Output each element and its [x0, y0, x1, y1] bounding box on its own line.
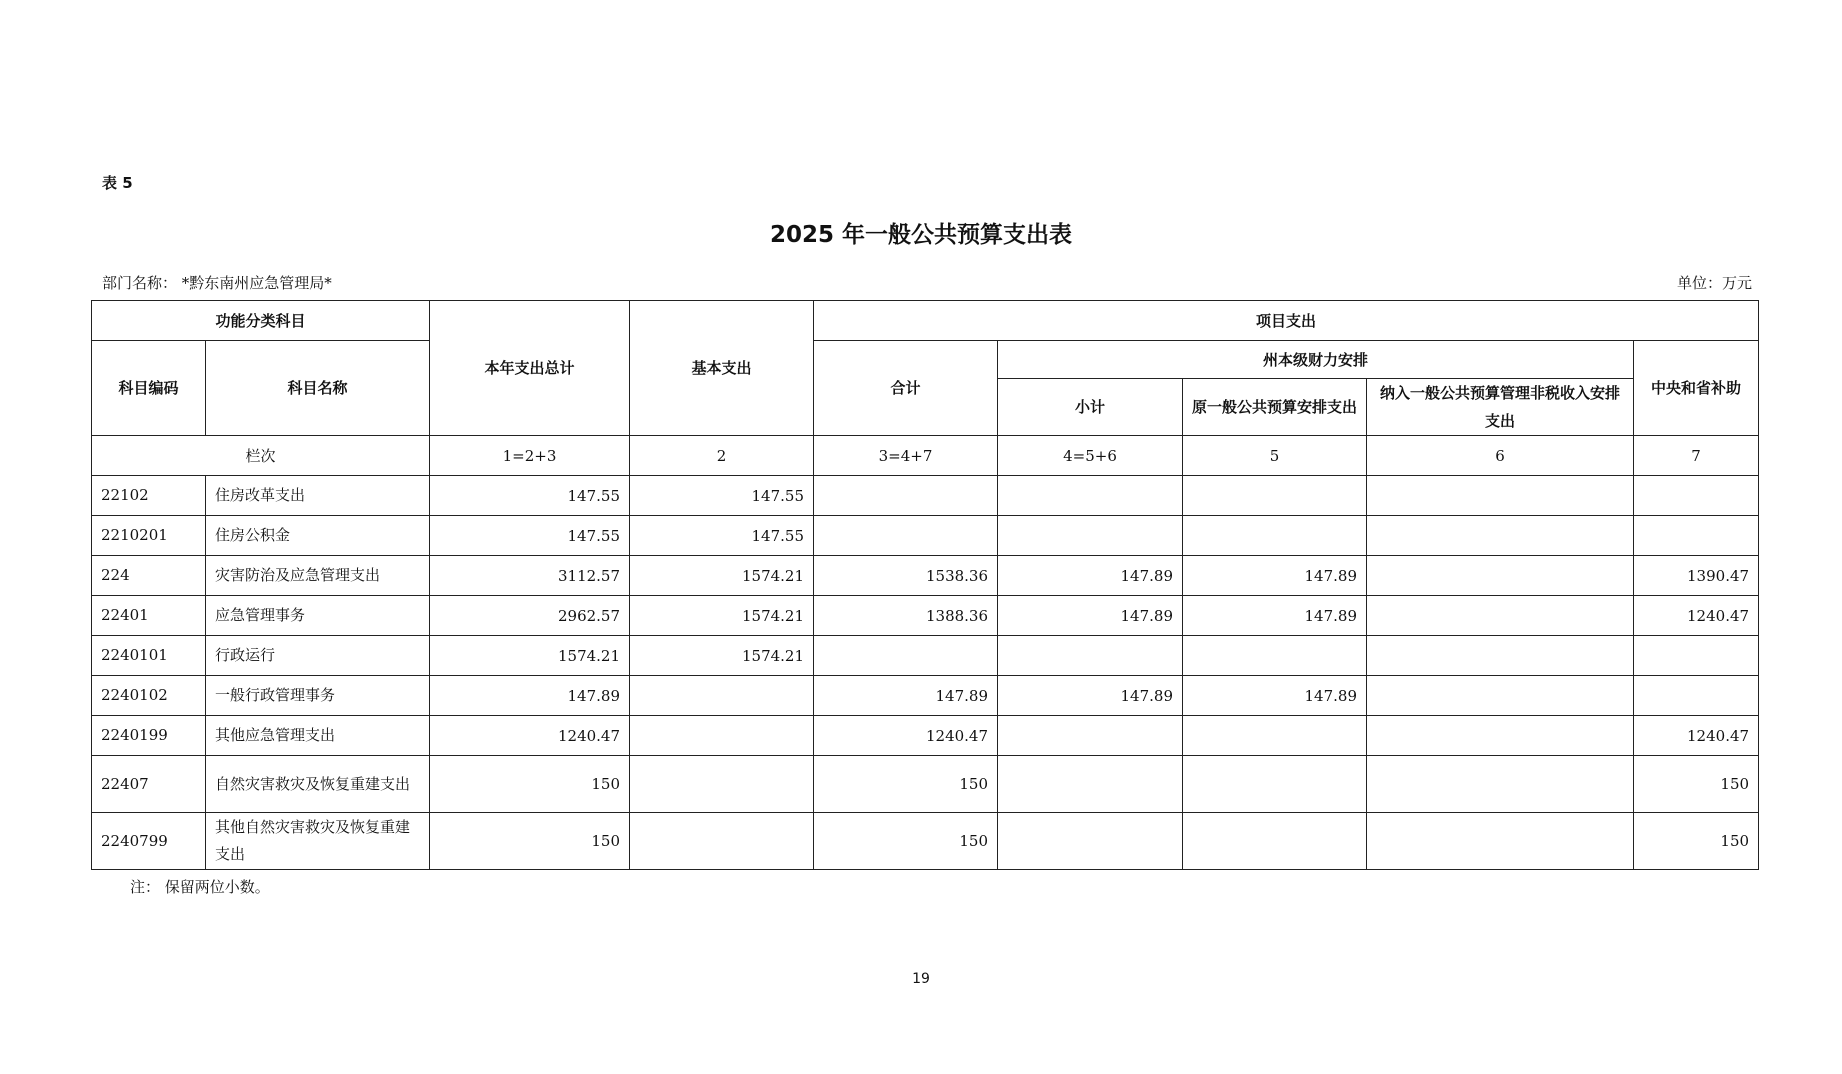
cell-subtotal: [998, 636, 1183, 676]
column-index-cell: 6: [1367, 436, 1634, 476]
department-name: *黔东南州应急管理局*: [181, 274, 332, 292]
cell-nontax: [1367, 556, 1634, 596]
budget-table: [91, 300, 1759, 870]
header-func-category: 功能分类科目: [92, 301, 430, 341]
column-index-label: 栏次: [92, 436, 430, 476]
header-code: 科目编码: [92, 341, 206, 436]
cell-total: 2962.57: [430, 596, 630, 636]
meta-row: [102, 272, 1752, 293]
column-index-cell: 1=2+3: [430, 436, 630, 476]
cell-original: 147.89: [1183, 556, 1367, 596]
page-title: 2025 年一般公共预算支出表: [769, 222, 1073, 248]
cell-subtotal: [998, 516, 1183, 556]
cell-sum: [814, 516, 998, 556]
header-subtotal: 小计: [998, 379, 1183, 436]
cell-subtotal: 147.89: [998, 596, 1183, 636]
cell-original: [1183, 516, 1367, 556]
cell-basic: 147.55: [630, 516, 814, 556]
column-index-cell: 2: [630, 436, 814, 476]
cell-nontax: [1367, 476, 1634, 516]
cell-name: 住房公积金: [206, 516, 430, 556]
cell-original: [1183, 716, 1367, 756]
cell-nontax: [1367, 636, 1634, 676]
cell-original: 147.89: [1183, 676, 1367, 716]
cell-original: [1183, 756, 1367, 813]
cell-name: 其他应急管理支出: [206, 716, 430, 756]
column-index-row: [92, 436, 1759, 476]
cell-subtotal: 147.89: [998, 556, 1183, 596]
cell-sum: 150: [814, 756, 998, 813]
cell-code: 22401: [92, 596, 206, 636]
cell-name: 行政运行: [206, 636, 430, 676]
cell-sum: 1538.36: [814, 556, 998, 596]
cell-basic: [630, 813, 814, 870]
table-row: [92, 813, 1759, 870]
table-row: [92, 756, 1759, 813]
unit-label: 单位：万元: [1676, 274, 1752, 292]
cell-subtotal: [998, 476, 1183, 516]
table-row: [92, 716, 1759, 756]
cell-basic: [630, 676, 814, 716]
table-label: 表 5: [102, 174, 133, 192]
cell-total: 3112.57: [430, 556, 630, 596]
cell-central: 150: [1634, 813, 1759, 870]
cell-subtotal: [998, 716, 1183, 756]
cell-central: 1390.47: [1634, 556, 1759, 596]
cell-basic: [630, 756, 814, 813]
page-number: 19: [912, 971, 930, 987]
column-index-cell: 4=5+6: [998, 436, 1183, 476]
cell-total: 1574.21: [430, 636, 630, 676]
cell-subtotal: 147.89: [998, 676, 1183, 716]
cell-original: [1183, 813, 1367, 870]
table-row: [92, 636, 1759, 676]
department-label: 部门名称：: [102, 274, 178, 292]
cell-basic: 1574.21: [630, 596, 814, 636]
cell-sum: 1240.47: [814, 716, 998, 756]
cell-code: 22102: [92, 476, 206, 516]
table-row: [92, 476, 1759, 516]
table-row: [92, 676, 1759, 716]
cell-subtotal: [998, 756, 1183, 813]
cell-code: 22407: [92, 756, 206, 813]
cell-name: 自然灾害救灾及恢复重建支出: [206, 756, 430, 813]
header-project: 项目支出: [814, 301, 1759, 341]
cell-nontax: [1367, 813, 1634, 870]
header-name: 科目名称: [206, 341, 430, 436]
cell-original: [1183, 636, 1367, 676]
cell-basic: 1574.21: [630, 556, 814, 596]
cell-nontax: [1367, 676, 1634, 716]
cell-basic: 147.55: [630, 476, 814, 516]
cell-nontax: [1367, 516, 1634, 556]
cell-basic: [630, 716, 814, 756]
table-row: [92, 596, 1759, 636]
cell-name: 住房改革支出: [206, 476, 430, 516]
cell-total: 150: [430, 813, 630, 870]
table-row: [92, 516, 1759, 556]
cell-nontax: [1367, 756, 1634, 813]
cell-sum: 150: [814, 813, 998, 870]
cell-total: 147.89: [430, 676, 630, 716]
cell-code: 2240101: [92, 636, 206, 676]
column-index-cell: 5: [1183, 436, 1367, 476]
cell-sum: 147.89: [814, 676, 998, 716]
cell-code: 2240799: [92, 813, 206, 870]
header-total: 本年支出总计: [430, 301, 630, 436]
cell-name: 灾害防治及应急管理支出: [206, 556, 430, 596]
cell-central: [1634, 636, 1759, 676]
footnote: 注： 保留两位小数。: [130, 878, 270, 896]
header-non-tax: 纳入一般公共预算管理非税收入安排支出: [1367, 379, 1634, 436]
cell-basic: 1574.21: [630, 636, 814, 676]
cell-original: [1183, 476, 1367, 516]
cell-code: 2240102: [92, 676, 206, 716]
cell-central: [1634, 516, 1759, 556]
cell-nontax: [1367, 716, 1634, 756]
cell-total: 150: [430, 756, 630, 813]
cell-sum: [814, 476, 998, 516]
cell-central: 1240.47: [1634, 596, 1759, 636]
cell-total: 147.55: [430, 476, 630, 516]
cell-central: 150: [1634, 756, 1759, 813]
cell-subtotal: [998, 813, 1183, 870]
cell-nontax: [1367, 596, 1634, 636]
header-sum: 合计: [814, 341, 998, 436]
cell-total: 147.55: [430, 516, 630, 556]
department-info: [102, 272, 332, 293]
header-original-general: 原一般公共预算安排支出: [1183, 379, 1367, 436]
header-basic: 基本支出: [630, 301, 814, 436]
column-index-cell: 3=4+7: [814, 436, 998, 476]
column-index-cell: 7: [1634, 436, 1759, 476]
cell-name: 其他自然灾害救灾及恢复重建支出: [206, 813, 430, 870]
cell-sum: [814, 636, 998, 676]
header-central-provincial: 中央和省补助: [1634, 341, 1759, 436]
cell-name: 应急管理事务: [206, 596, 430, 636]
cell-code: 224: [92, 556, 206, 596]
cell-code: 2210201: [92, 516, 206, 556]
cell-code: 2240199: [92, 716, 206, 756]
cell-name: 一般行政管理事务: [206, 676, 430, 716]
cell-central: [1634, 676, 1759, 716]
cell-central: 1240.47: [1634, 716, 1759, 756]
cell-sum: 1388.36: [814, 596, 998, 636]
cell-central: [1634, 476, 1759, 516]
header-prefecture: 州本级财力安排: [998, 341, 1634, 379]
cell-total: 1240.47: [430, 716, 630, 756]
cell-original: 147.89: [1183, 596, 1367, 636]
table-row: [92, 556, 1759, 596]
